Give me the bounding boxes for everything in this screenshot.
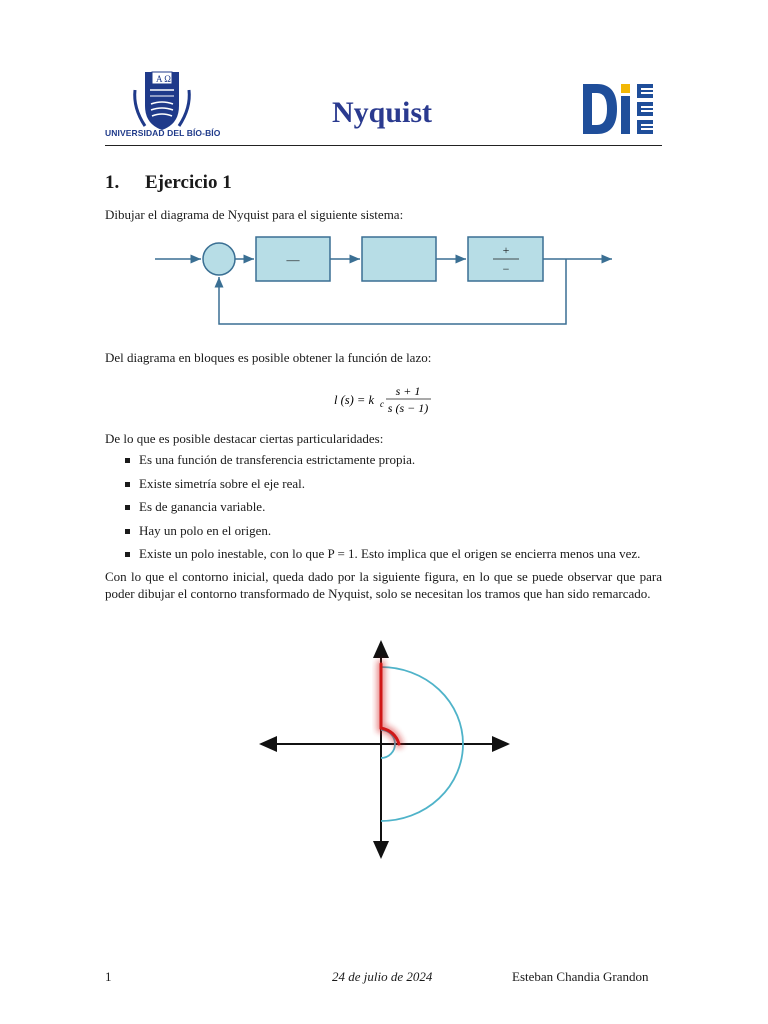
- block-1-label: —: [286, 252, 300, 267]
- contour-paragraph: Con lo que el contorno inicial, queda dado por la siguiente figura, en lo que se puede observar que para poder dibujar el contorno transformado de Nyquist, solo se necesitan los tramos que han sido remarcado.: [105, 569, 662, 601]
- list-item: Es de ganancia variable.: [122, 498, 682, 522]
- loop-function-formula: [330, 383, 440, 417]
- intro-paragraph: Dibujar el diagrama de Nyquist para el siguiente sistema:: [105, 207, 404, 222]
- list-item: Es una función de transferencia estrictamente propia.: [122, 451, 682, 475]
- bullet-square-icon: [125, 482, 130, 487]
- formula-numerator: s + 1: [395, 384, 421, 398]
- list-item: Existe simetría sobre el eje real.: [122, 475, 682, 499]
- bullet-square-icon: [125, 505, 130, 510]
- formula-subscript: c: [380, 399, 384, 409]
- particularities-list: [122, 451, 682, 569]
- block-diagram: [150, 230, 620, 330]
- footer-author: Esteban Chandia Grandon: [512, 969, 649, 984]
- formula-denominator: s (s − 1): [387, 401, 429, 415]
- formula-lhs: l (s) = k: [334, 393, 375, 407]
- department-logo: [583, 82, 658, 138]
- section-number: 1.: [105, 172, 120, 193]
- highlighted-segment: [381, 664, 399, 744]
- list-item: Hay un polo en el origen.: [122, 522, 682, 546]
- section-title: Ejercicio 1: [145, 172, 232, 193]
- list-item: Existe un polo inestable, con lo que P = 1. Esto implica que el origen se encierra menos una vez.: [122, 545, 682, 569]
- bullet-square-icon: [125, 458, 130, 463]
- loop-function-paragraph: Del diagrama en bloques es posible obtener la función de lazo:: [105, 350, 432, 365]
- particularities-paragraph: De lo que es posible destacar ciertas particularidades:: [105, 431, 384, 446]
- summing-junction: [203, 243, 235, 275]
- diee-logo-icon: [583, 84, 653, 134]
- bullet-square-icon: [125, 552, 130, 557]
- footer-date: 24 de julio de 2024: [332, 969, 433, 984]
- block-3-numerator: +: [502, 243, 510, 257]
- university-crest-icon: [135, 72, 190, 130]
- svg-text:Α Ω: Α Ω: [156, 74, 171, 84]
- header-divider: [105, 145, 662, 146]
- block-2: [362, 237, 436, 281]
- nyquist-contour-figure: [250, 630, 520, 865]
- page-title: Nyquist: [331, 96, 433, 129]
- bullet-square-icon: [125, 529, 130, 534]
- page-number: 1: [105, 969, 112, 984]
- university-name: UNIVERSIDAD DEL BÍO-BÍO: [105, 128, 221, 138]
- block-3-denominator: −: [502, 262, 510, 276]
